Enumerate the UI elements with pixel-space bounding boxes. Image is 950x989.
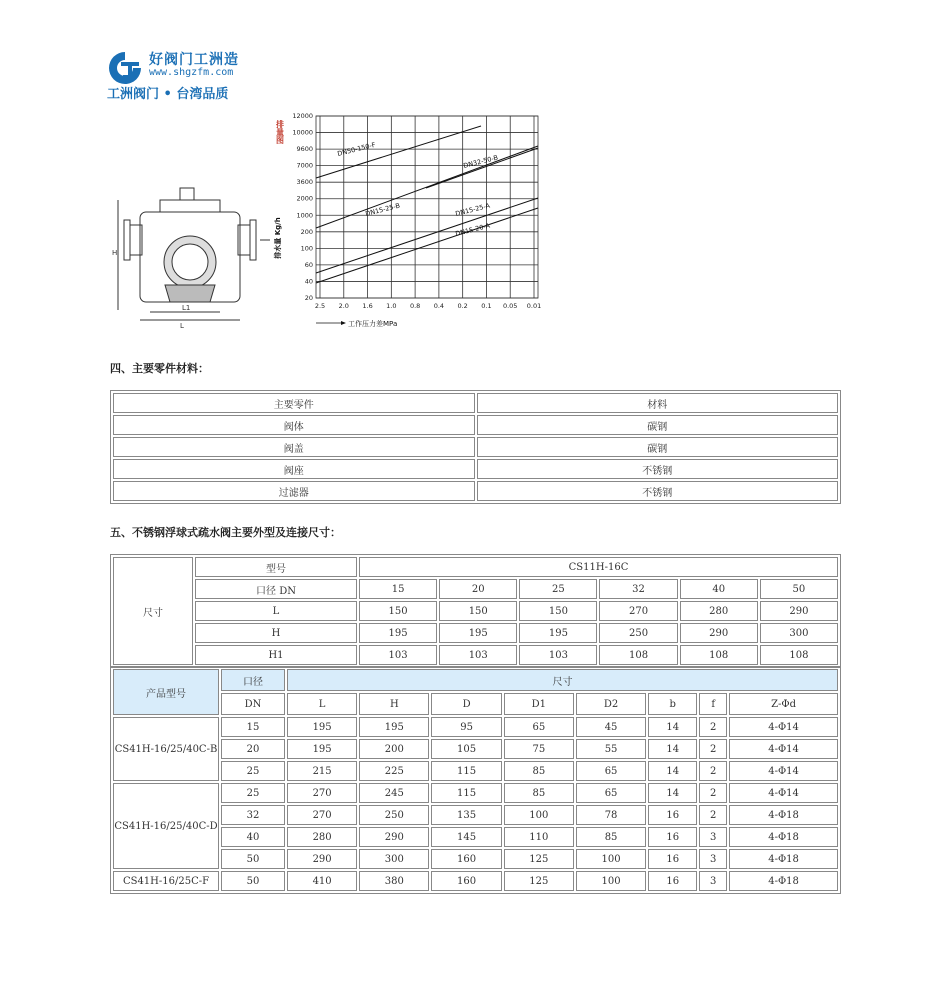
table-cell: 40 bbox=[680, 579, 758, 599]
table-cell: 85 bbox=[576, 827, 646, 847]
table-cell: 40 bbox=[221, 827, 285, 847]
chart-ylabel: 排水量 Kg/h bbox=[274, 217, 282, 259]
table-cell: 108 bbox=[760, 645, 838, 665]
table-cell: 100 bbox=[576, 871, 646, 891]
chart-x-tick-label: 1.0 bbox=[386, 302, 397, 310]
table-cell: 4-Φ14 bbox=[729, 761, 838, 781]
table-cell: 103 bbox=[519, 645, 597, 665]
header-cell: 材料 bbox=[477, 393, 839, 413]
table-cell: 2 bbox=[699, 805, 727, 825]
table-cell: 280 bbox=[287, 827, 357, 847]
table-row bbox=[113, 459, 838, 479]
chart-series-line bbox=[316, 146, 538, 228]
table-cell: 阀体 bbox=[113, 415, 475, 435]
column-header-cell: D bbox=[431, 693, 501, 715]
table-cell: 78 bbox=[576, 805, 646, 825]
model-value-cell: CS11H-16C bbox=[359, 557, 838, 577]
table-cell: 4-Φ14 bbox=[729, 739, 838, 759]
table-cell: 3 bbox=[699, 827, 727, 847]
table-cell: 50 bbox=[760, 579, 838, 599]
table-row bbox=[113, 601, 838, 621]
chart-y-tick-label: 200 bbox=[300, 227, 313, 236]
chart-x-tick-label: 0.1 bbox=[481, 302, 492, 310]
chart-y-tick-label: 9600 bbox=[296, 145, 313, 154]
table-cell: 2 bbox=[699, 739, 727, 759]
table-row bbox=[113, 623, 838, 643]
table-cell: 75 bbox=[504, 739, 574, 759]
chart-y-tick-label: 40 bbox=[304, 277, 313, 286]
table-cell: 380 bbox=[359, 871, 429, 891]
table-cell: 95 bbox=[431, 717, 501, 737]
table-cell: 15 bbox=[221, 717, 285, 737]
svg-text:L1: L1 bbox=[182, 304, 191, 312]
table-cell: 115 bbox=[431, 761, 501, 781]
table-cell: 14 bbox=[648, 717, 697, 737]
row-label-cell: L bbox=[195, 601, 357, 621]
table-cell: 195 bbox=[439, 623, 517, 643]
svg-text:L: L bbox=[180, 322, 184, 330]
table-cell: 32 bbox=[599, 579, 677, 599]
table-cell: 25 bbox=[221, 761, 285, 781]
column-header-cell: f bbox=[699, 693, 727, 715]
table-cell: 25 bbox=[519, 579, 597, 599]
table-cell: 290 bbox=[287, 849, 357, 869]
table-cell: 45 bbox=[576, 717, 646, 737]
table-cell: 115 bbox=[431, 783, 501, 803]
chart-series-label: DN15-25-A bbox=[454, 201, 491, 218]
table-cell: 103 bbox=[359, 645, 437, 665]
table-cell: 410 bbox=[287, 871, 357, 891]
chart-y-tick-label: 3600 bbox=[296, 178, 313, 187]
logo-slogan: 工洲阀门 • 台湾品质 bbox=[107, 87, 229, 102]
table-cell: 250 bbox=[599, 623, 677, 643]
row-label-cell: H1 bbox=[195, 645, 357, 665]
table-row bbox=[113, 481, 838, 501]
table-row bbox=[113, 805, 838, 825]
table-cell: 195 bbox=[519, 623, 597, 643]
table-row bbox=[113, 717, 838, 737]
table-row bbox=[113, 849, 838, 869]
chart-series-line bbox=[316, 208, 538, 283]
size-label-cell: 尺寸 bbox=[287, 669, 838, 691]
table-row bbox=[113, 557, 838, 577]
row-label-cell: H bbox=[195, 623, 357, 643]
chart-y-tick-label: 1000 bbox=[296, 211, 313, 220]
table-cell: 过滤器 bbox=[113, 481, 475, 501]
table-cell: 阀座 bbox=[113, 459, 475, 479]
table-cell: 16 bbox=[648, 871, 697, 891]
gf-logo-icon bbox=[107, 50, 143, 84]
table-cell: 100 bbox=[504, 805, 574, 825]
table-cell: 125 bbox=[504, 871, 574, 891]
product-label-cell: 产品型号 bbox=[113, 669, 219, 715]
table-header-row bbox=[113, 669, 838, 691]
table-cell: 16 bbox=[648, 849, 697, 869]
table-cell: 14 bbox=[648, 739, 697, 759]
company-logo bbox=[107, 48, 257, 100]
table-cell: 14 bbox=[648, 783, 697, 803]
table-cell: 270 bbox=[287, 805, 357, 825]
dims-side-label: 尺寸 bbox=[113, 557, 193, 665]
table-cell: 100 bbox=[576, 849, 646, 869]
table-cell: 25 bbox=[221, 783, 285, 803]
chart-side-label: 排量图 bbox=[275, 120, 285, 144]
table-row bbox=[113, 827, 838, 847]
table-cell: 103 bbox=[439, 645, 517, 665]
svg-text:H: H bbox=[112, 249, 118, 257]
chart-series-label: DN50-150-F bbox=[336, 140, 377, 158]
table-header-row bbox=[113, 693, 838, 715]
table-cell: 225 bbox=[359, 761, 429, 781]
model-label-cell: 型号 bbox=[195, 557, 357, 577]
header-cell: 主要零件 bbox=[113, 393, 475, 413]
table-cell: 32 bbox=[221, 805, 285, 825]
table-cell: 16 bbox=[648, 805, 697, 825]
table-cell: 110 bbox=[504, 827, 574, 847]
column-header-cell: b bbox=[648, 693, 697, 715]
table-cell: 108 bbox=[599, 645, 677, 665]
table-cell: 不锈钢 bbox=[477, 459, 839, 479]
table-cell: 15 bbox=[359, 579, 437, 599]
table-header-row bbox=[113, 393, 838, 413]
chart-y-tick-label: 7000 bbox=[296, 161, 313, 170]
table-cell: 85 bbox=[504, 783, 574, 803]
table-cell: 4-Φ14 bbox=[729, 783, 838, 803]
chart-series-line bbox=[316, 198, 538, 273]
logo-name: 好阀门工洲造 bbox=[149, 52, 239, 68]
dimensions-table bbox=[110, 554, 841, 668]
section4-title: 四、主要零件材料： bbox=[110, 362, 209, 375]
table-cell: 200 bbox=[359, 739, 429, 759]
table-row bbox=[113, 871, 838, 891]
table-cell: 16 bbox=[648, 827, 697, 847]
table-cell: 290 bbox=[760, 601, 838, 621]
table-row bbox=[113, 783, 838, 803]
table-cell: 125 bbox=[504, 849, 574, 869]
table-cell: 150 bbox=[519, 601, 597, 621]
table-row bbox=[113, 579, 838, 599]
chart-y-tick-label: 20 bbox=[304, 294, 313, 302]
table-cell: 2 bbox=[699, 783, 727, 803]
table-cell: 20 bbox=[221, 739, 285, 759]
chart-y-tick-label: 10000 bbox=[292, 128, 313, 137]
chart-y-tick-label: 12000 bbox=[292, 112, 313, 120]
table-cell: 300 bbox=[359, 849, 429, 869]
chart-y-tick-label: 100 bbox=[300, 244, 313, 253]
valve-cross-section-drawing bbox=[110, 180, 270, 330]
table-cell: 3 bbox=[699, 871, 727, 891]
table-row bbox=[113, 761, 838, 781]
table-cell: 290 bbox=[359, 827, 429, 847]
chart-series-label: DN15-25-B bbox=[364, 201, 401, 218]
table-cell: 65 bbox=[504, 717, 574, 737]
table-cell: 50 bbox=[221, 849, 285, 869]
chart-x-tick-label: 2.5 bbox=[314, 302, 326, 310]
chart-y-tick-label: 60 bbox=[304, 260, 313, 269]
chart-x-tick-label: 0.4 bbox=[433, 302, 445, 310]
table-cell: 不锈钢 bbox=[477, 481, 839, 501]
chart-xlabel: 工作压力差MPa bbox=[348, 320, 398, 328]
table-cell: 4-Φ18 bbox=[729, 827, 838, 847]
materials-table bbox=[110, 390, 841, 504]
table-row bbox=[113, 437, 838, 457]
table-cell: 3 bbox=[699, 849, 727, 869]
chart-series-label: DN32-50-B bbox=[462, 153, 499, 170]
table-cell: 碳钢 bbox=[477, 415, 839, 435]
table-cell: 2 bbox=[699, 717, 727, 737]
chart-x-tick-label: 0.8 bbox=[409, 302, 421, 310]
column-header-cell: D2 bbox=[576, 693, 646, 715]
column-header-cell: H bbox=[359, 693, 429, 715]
table-cell: 300 bbox=[760, 623, 838, 643]
table-cell: 65 bbox=[576, 761, 646, 781]
table-cell: 280 bbox=[680, 601, 758, 621]
chart-x-tick-label: 0.01 bbox=[526, 302, 542, 310]
column-header-cell: Z-Φd bbox=[729, 693, 838, 715]
table-cell: 65 bbox=[576, 783, 646, 803]
table-cell: 195 bbox=[287, 717, 357, 737]
table-row bbox=[113, 739, 838, 759]
chart-x-tick-label: 0.2 bbox=[457, 302, 468, 310]
table-cell: 250 bbox=[359, 805, 429, 825]
table-cell: 270 bbox=[287, 783, 357, 803]
table-cell: 108 bbox=[680, 645, 758, 665]
table-cell: 4-Φ18 bbox=[729, 871, 838, 891]
table-cell: 160 bbox=[431, 849, 501, 869]
column-header-cell: DN bbox=[221, 693, 285, 715]
flange-table bbox=[110, 666, 841, 894]
table-cell: 2 bbox=[699, 761, 727, 781]
column-header-cell: D1 bbox=[504, 693, 574, 715]
caliber-label-cell: 口径 bbox=[221, 669, 285, 691]
chart-series-label: DN15-20-A bbox=[454, 221, 491, 238]
table-cell: 195 bbox=[359, 623, 437, 643]
table-cell: 195 bbox=[359, 717, 429, 737]
table-cell: 135 bbox=[431, 805, 501, 825]
table-cell: 195 bbox=[287, 739, 357, 759]
section5-title: 五、不锈钢浮球式疏水阀主要外型及连接尺寸： bbox=[110, 526, 341, 539]
table-cell: 14 bbox=[648, 761, 697, 781]
table-cell: 105 bbox=[431, 739, 501, 759]
table-cell: 150 bbox=[359, 601, 437, 621]
table-cell: 290 bbox=[680, 623, 758, 643]
table-cell: 245 bbox=[359, 783, 429, 803]
table-cell: 85 bbox=[504, 761, 574, 781]
table-cell: 55 bbox=[576, 739, 646, 759]
table-cell: 215 bbox=[287, 761, 357, 781]
table-cell: 20 bbox=[439, 579, 517, 599]
table-cell: 碳钢 bbox=[477, 437, 839, 457]
product-model-cell: CS41H-16/25/40C-D bbox=[113, 783, 219, 869]
chart-y-tick-label: 2000 bbox=[296, 194, 313, 203]
row-label-cell: 口径 DN bbox=[195, 579, 357, 599]
product-model-cell: CS41H-16/25C-F bbox=[113, 871, 219, 891]
table-cell: 4-Φ14 bbox=[729, 717, 838, 737]
discharge-chart bbox=[276, 108, 546, 333]
chart-x-tick-label: 0.05 bbox=[502, 302, 518, 310]
table-cell: 150 bbox=[439, 601, 517, 621]
table-row bbox=[113, 645, 838, 665]
product-model-cell: CS41H-16/25/40C-B bbox=[113, 717, 219, 781]
logo-url: www.shgzfm.com bbox=[149, 67, 234, 78]
table-cell: 4-Φ18 bbox=[729, 849, 838, 869]
table-cell: 4-Φ18 bbox=[729, 805, 838, 825]
chart-x-tick-label: 2.0 bbox=[338, 302, 349, 310]
table-cell: 50 bbox=[221, 871, 285, 891]
table-cell: 270 bbox=[599, 601, 677, 621]
table-cell: 160 bbox=[431, 871, 501, 891]
table-row bbox=[113, 415, 838, 435]
chart-x-tick-label: 1.6 bbox=[362, 302, 373, 310]
column-header-cell: L bbox=[287, 693, 357, 715]
table-cell: 阀盖 bbox=[113, 437, 475, 457]
table-cell: 145 bbox=[431, 827, 501, 847]
